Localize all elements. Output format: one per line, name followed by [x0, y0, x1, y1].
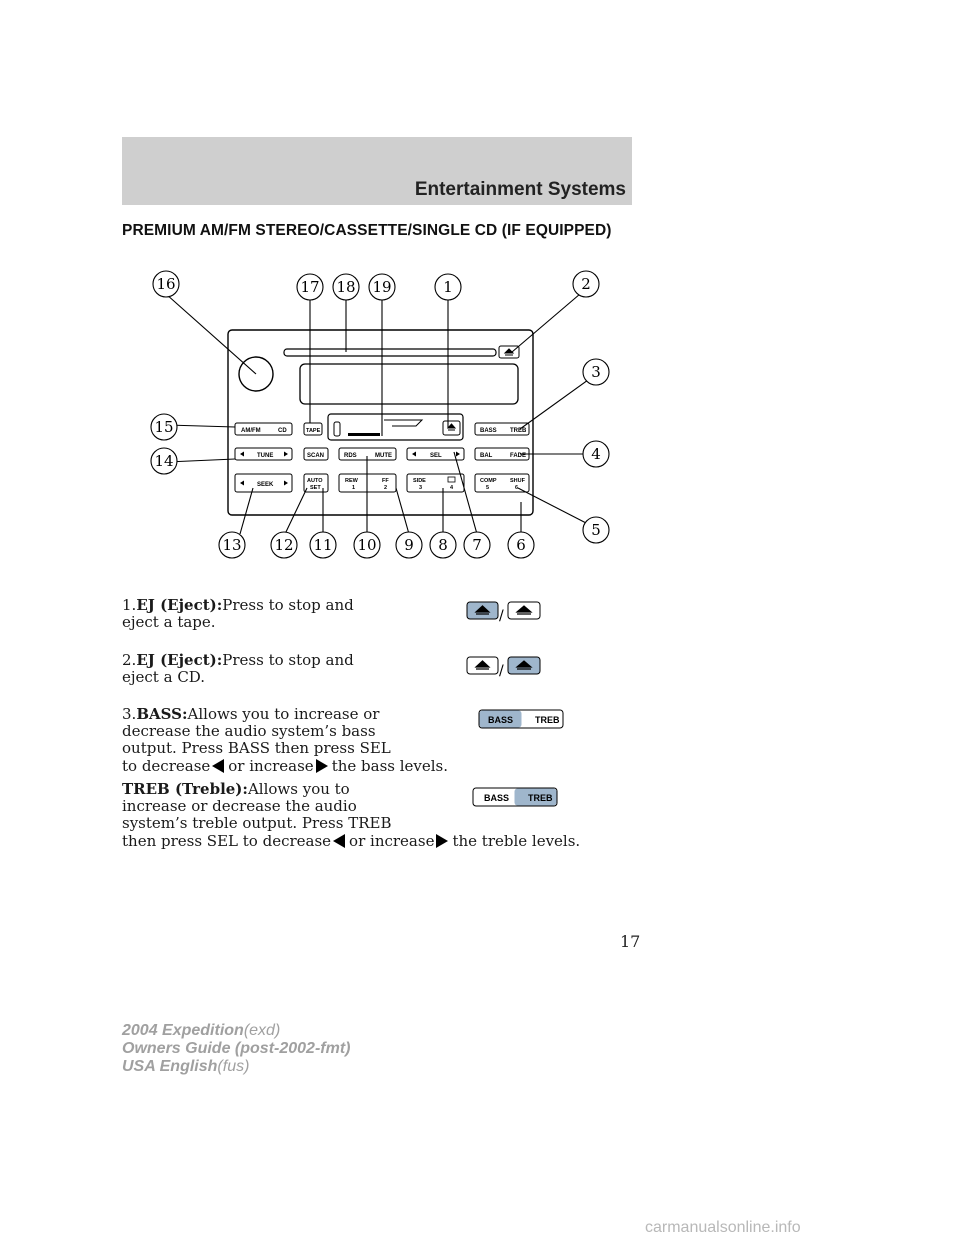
item-2-num: 2. — [122, 651, 137, 669]
callout-19: 19 — [372, 278, 392, 296]
footer-line3-bold: USA English — [122, 1058, 218, 1075]
footer-line3-lite: (fus) — [217, 1058, 250, 1075]
header-title: Entertainment Systems — [414, 179, 626, 200]
item-2 — [122, 652, 354, 686]
rew-label: REW — [345, 478, 358, 484]
display-window — [300, 364, 518, 404]
rds-label: RDS — [344, 453, 357, 459]
bal-label: BAL — [480, 453, 493, 459]
page-number: 17 — [620, 932, 641, 951]
shuf-label: SHUF — [510, 478, 525, 484]
item-treb-line1: Allows you to — [247, 780, 350, 798]
sel-label: SEL — [430, 453, 442, 459]
item-treb-post: the treble levels. — [452, 832, 581, 850]
side-label: SIDE — [413, 478, 426, 484]
item-1-num: 1. — [122, 596, 137, 614]
callout-17: 17 — [300, 278, 320, 296]
page-header-band — [122, 137, 632, 205]
right-arrow-icon — [436, 834, 448, 848]
radio-diagram — [122, 262, 642, 572]
item-treb — [122, 781, 391, 832]
item-3 — [122, 706, 391, 757]
seek-label: SEEK — [257, 482, 274, 488]
item-2-line2: eject a CD. — [122, 668, 206, 686]
item-3-line1: Allows you to increase or — [187, 705, 380, 723]
section-title: PREMIUM AM/FM STEREO/CASSETTE/SINGLE CD (IF EQUIPPED) — [122, 222, 612, 239]
tune-label: TUNE — [257, 453, 274, 459]
callout-7: 7 — [472, 536, 482, 554]
footer — [122, 1022, 350, 1076]
treb-ill-label-2: TREB — [528, 793, 553, 803]
amfm-label: AM/FM — [241, 428, 261, 434]
auto-label: AUTO — [307, 478, 323, 484]
fade-label: FADE — [510, 453, 527, 459]
callout-11: 11 — [313, 536, 333, 554]
scan-label: SCAN — [307, 453, 325, 459]
item-treb-label: TREB (Treble): — [122, 780, 248, 798]
footer-line1-bold: 2004 Expedition — [122, 1022, 244, 1039]
comp-label: COMP — [480, 478, 497, 484]
item-1 — [122, 597, 354, 631]
item-2-label: EJ (Eject): — [136, 651, 223, 669]
item-3-label: BASS: — [136, 705, 188, 723]
mute-label: MUTE — [375, 453, 392, 459]
set-label: SET — [310, 485, 321, 491]
callout-13: 13 — [222, 536, 242, 554]
callout-16: 16 — [156, 275, 176, 293]
cd-slot — [284, 349, 496, 356]
callout-10: 10 — [357, 536, 377, 554]
callout-15: 15 — [154, 418, 174, 436]
item-3-line3: output. Press BASS then press SEL — [122, 739, 391, 757]
slash-glyph: / — [499, 663, 504, 679]
item-1-line2: eject a tape. — [122, 613, 216, 631]
treb-button-illustration — [472, 787, 560, 809]
item-treb-line3: system’s treble output. Press TREB — [122, 814, 392, 832]
callout-4: 4 — [591, 445, 601, 463]
callout-6: 6 — [516, 536, 526, 554]
callout-14: 14 — [154, 452, 174, 470]
item-treb-mid: or increase — [349, 832, 435, 850]
callout-8: 8 — [438, 536, 448, 554]
item-3-post: the bass levels. — [331, 757, 449, 775]
preset-5: 5 — [486, 485, 490, 491]
footer-line1-lite: (exd) — [243, 1022, 281, 1039]
slash-glyph: / — [499, 608, 504, 624]
eject-buttons-illustration-cd — [466, 655, 542, 679]
item-3-pre: to decrease — [122, 757, 211, 775]
preset-4: 4 — [450, 485, 454, 491]
callout-1: 1 — [443, 278, 453, 296]
footer-line2-bold: Owners Guide (post-2002-fmt) — [122, 1040, 351, 1057]
callout-18: 18 — [336, 278, 356, 296]
left-arrow-icon — [333, 834, 345, 848]
right-arrow-icon — [316, 759, 328, 773]
watermark: carmanualsonline.info — [645, 1219, 801, 1236]
callout-3: 3 — [591, 363, 601, 381]
item-treb-pre: then press SEL to decrease — [122, 832, 332, 850]
treb-label: TREB — [510, 428, 527, 434]
treb-ill-label: TREB — [535, 715, 560, 725]
item-3-sel-line — [122, 757, 448, 775]
cd-label: CD — [278, 428, 287, 434]
preset-1: 1 — [352, 485, 356, 491]
item-1-label: EJ (Eject): — [136, 596, 223, 614]
preset-6: 6 — [515, 485, 519, 491]
item-3-mid: or increase — [228, 757, 314, 775]
callout-5: 5 — [591, 521, 601, 539]
ff-label: FF — [382, 478, 389, 484]
bass-ill-label: BASS — [488, 715, 514, 725]
item-treb-line2: increase or decrease the audio — [122, 797, 357, 815]
item-3-num: 3. — [122, 705, 137, 723]
preset-2: 2 — [384, 485, 388, 491]
item-1-line1: Press to stop and — [222, 596, 354, 614]
tape-label: TAPE — [306, 428, 321, 434]
left-arrow-icon — [212, 759, 224, 773]
eject-buttons-illustration — [466, 600, 542, 624]
item-2-line1: Press to stop and — [222, 651, 354, 669]
item-3-line2: decrease the audio system’s bass — [122, 722, 376, 740]
callout-2: 2 — [581, 275, 591, 293]
callout-12: 12 — [274, 536, 294, 554]
bass-label: BASS — [480, 428, 497, 434]
callout-9: 9 — [404, 536, 414, 554]
item-treb-sel-line — [122, 832, 580, 850]
bass-ill-label-2: BASS — [484, 793, 510, 803]
bass-button-illustration — [478, 709, 566, 731]
preset-3: 3 — [419, 485, 423, 491]
